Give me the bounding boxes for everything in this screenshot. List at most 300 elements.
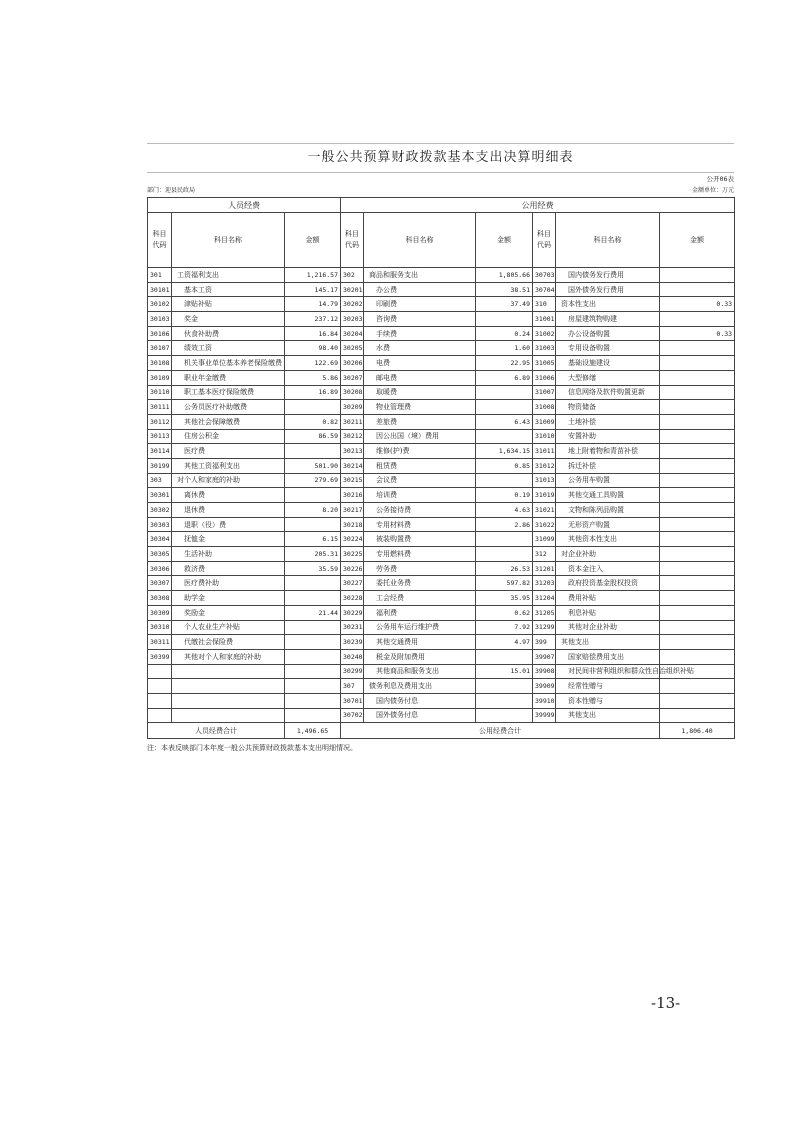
cell-code: 39908 xyxy=(533,664,556,679)
cell-name xyxy=(172,679,285,694)
table-row xyxy=(148,444,735,459)
cell-name: 对个人和家庭的补助 xyxy=(172,473,285,488)
cell-name: 信息网络及软件购置更新 xyxy=(556,385,660,400)
cell-code: 31011 xyxy=(533,444,556,459)
cell-code: 31002 xyxy=(533,326,556,341)
cell-code: 30110 xyxy=(148,385,172,400)
cell-code: 30225 xyxy=(341,547,364,562)
cell-amount: 0.62 xyxy=(476,605,533,620)
cell-code: 30299 xyxy=(341,664,364,679)
cell-amount: 86.59 xyxy=(285,429,341,444)
header-name-2: 科目名称 xyxy=(364,213,476,268)
cell-code: 30224 xyxy=(341,532,364,547)
cell-name: 大型修缮 xyxy=(556,370,660,385)
cell-code: 30208 xyxy=(341,385,364,400)
cell-name: 奖励金 xyxy=(172,605,285,620)
cell-amount xyxy=(660,561,735,576)
cell-amount: 15.01 xyxy=(476,664,533,679)
table-code: 公开06表 xyxy=(706,175,734,183)
table-note: 注：本表反映部门本年度一般公共预算财政拨款基本支出明细情况。 xyxy=(147,744,357,753)
cell-name: 福利费 xyxy=(364,605,476,620)
cell-amount xyxy=(285,620,341,635)
cell-amount: 21.44 xyxy=(285,605,341,620)
cell-amount: 0.24 xyxy=(476,326,533,341)
header-code-3: 科目代码 xyxy=(533,213,556,268)
page-number: -13- xyxy=(651,994,681,1012)
cell-name: 机关事业单位基本养老保险缴费 xyxy=(172,356,285,371)
cell-amount xyxy=(660,473,735,488)
cell-code: 30202 xyxy=(341,297,364,312)
cell-code: 30227 xyxy=(341,576,364,591)
cell-code: 30201 xyxy=(341,282,364,297)
cell-amount: 0.33 xyxy=(660,297,735,312)
cell-code: 30310 xyxy=(148,620,172,635)
cell-code: 30229 xyxy=(341,605,364,620)
cell-code: 30226 xyxy=(341,561,364,576)
table-row xyxy=(148,297,735,312)
cell-code: 30218 xyxy=(341,517,364,532)
table-row xyxy=(148,532,735,547)
cell-name: 其他工资福利支出 xyxy=(172,458,285,473)
cell-amount: 26.53 xyxy=(476,561,533,576)
cell-amount xyxy=(660,414,735,429)
cell-amount: 35.95 xyxy=(476,591,533,606)
cell-code: 31299 xyxy=(533,620,556,635)
cell-code: 30109 xyxy=(148,370,172,385)
cell-code: 31201 xyxy=(533,561,556,576)
cell-name: 其他支出 xyxy=(556,708,660,723)
cell-amount xyxy=(660,488,735,503)
cell-amount xyxy=(476,679,533,694)
cell-code: 31022 xyxy=(533,517,556,532)
cell-amount xyxy=(285,444,341,459)
cell-name: 个人农业生产补贴 xyxy=(172,620,285,635)
cell-name: 救济费 xyxy=(172,561,285,576)
cell-amount: 205.31 xyxy=(285,547,341,562)
cell-code: 30301 xyxy=(148,488,172,503)
cell-code: 30214 xyxy=(341,458,364,473)
cell-amount: 501.90 xyxy=(285,458,341,473)
table-row xyxy=(148,385,735,400)
cell-name: 商品和服务支出 xyxy=(364,268,476,283)
cell-code: 30114 xyxy=(148,444,172,459)
cell-code: 30213 xyxy=(341,444,364,459)
cell-name: 职业年金缴费 xyxy=(172,370,285,385)
cell-amount: 0.33 xyxy=(660,326,735,341)
cell-name: 会议费 xyxy=(364,473,476,488)
cell-code: 31006 xyxy=(533,370,556,385)
cell-name: 政府投资基金股权投资 xyxy=(556,576,660,591)
cell-amount xyxy=(660,356,735,371)
cell-amount xyxy=(660,268,735,283)
cell-name: 对企业补助 xyxy=(556,547,660,562)
table-row xyxy=(148,503,735,518)
cell-name: 文物和陈列品购置 xyxy=(556,503,660,518)
table-body xyxy=(148,268,735,723)
cell-name: 因公出国（境）费用 xyxy=(364,429,476,444)
cell-amount xyxy=(476,649,533,664)
table-row xyxy=(148,693,735,708)
cell-amount: 22.95 xyxy=(476,356,533,371)
public-total-value: 1,806.40 xyxy=(660,723,735,739)
cell-amount xyxy=(285,488,341,503)
section-personnel: 人员经费 xyxy=(148,198,341,213)
cell-name: 地上附着物和青苗补偿 xyxy=(556,444,660,459)
cell-amount xyxy=(660,400,735,415)
table-row xyxy=(148,282,735,297)
cell-name: 基础设施建设 xyxy=(556,356,660,371)
cell-name: 委托业务费 xyxy=(364,576,476,591)
cell-amount: 38.51 xyxy=(476,282,533,297)
cell-code: 30101 xyxy=(148,282,172,297)
cell-amount: 6.89 xyxy=(476,370,533,385)
cell-name: 退休费 xyxy=(172,503,285,518)
report-title: 一般公共预算财政拨款基本支出决算明细表 xyxy=(147,143,734,172)
cell-name: 房屋建筑物购建 xyxy=(556,312,660,327)
table-row xyxy=(148,664,735,679)
cell-code: 30303 xyxy=(148,517,172,532)
report-sheet xyxy=(147,143,734,753)
cell-code: 30103 xyxy=(148,312,172,327)
cell-amount: 1.60 xyxy=(476,341,533,356)
cell-code: 30217 xyxy=(341,503,364,518)
table-row xyxy=(148,576,735,591)
cell-code: 30108 xyxy=(148,356,172,371)
cell-name: 公务用车购置 xyxy=(556,473,660,488)
cell-amount: 14.79 xyxy=(285,297,341,312)
cell-code: 312 xyxy=(533,547,556,562)
table-row xyxy=(148,400,735,415)
table-row xyxy=(148,708,735,723)
cell-name: 债务利息及费用支出 xyxy=(364,679,476,694)
cell-amount xyxy=(660,458,735,473)
cell-amount xyxy=(285,635,341,650)
table-row xyxy=(148,414,735,429)
cell-name: 伙食补助费 xyxy=(172,326,285,341)
cell-code: 30209 xyxy=(341,400,364,415)
header-amount-1: 金额 xyxy=(285,213,341,268)
table-row xyxy=(148,268,735,283)
cell-code xyxy=(148,708,172,723)
cell-name: 公务用车运行维护费 xyxy=(364,620,476,635)
cell-name: 邮电费 xyxy=(364,370,476,385)
cell-name: 其他社会保障缴费 xyxy=(172,414,285,429)
cell-name: 助学金 xyxy=(172,591,285,606)
table-row xyxy=(148,473,735,488)
cell-code: 30204 xyxy=(341,326,364,341)
cell-name: 生活补助 xyxy=(172,547,285,562)
cell-code: 301 xyxy=(148,268,172,283)
expenditure-table xyxy=(147,197,735,739)
cell-amount xyxy=(285,679,341,694)
cell-amount: 98.40 xyxy=(285,341,341,356)
cell-amount xyxy=(285,400,341,415)
cell-name: 国家赔偿费用支出 xyxy=(556,649,660,664)
cell-name: 对民间非营利组织和群众性自治组织补贴 xyxy=(556,664,660,679)
cell-amount xyxy=(660,649,735,664)
cell-code xyxy=(148,664,172,679)
cell-amount: 4.63 xyxy=(476,503,533,518)
cell-code: 30207 xyxy=(341,370,364,385)
cell-name: 资本性赠与 xyxy=(556,693,660,708)
cell-code: 303 xyxy=(148,473,172,488)
cell-code xyxy=(148,679,172,694)
table-row xyxy=(148,370,735,385)
table-row xyxy=(148,679,735,694)
cell-code: 30703 xyxy=(533,268,556,283)
cell-code: 30311 xyxy=(148,635,172,650)
cell-name: 公务员医疗补助缴费 xyxy=(172,400,285,415)
personnel-total-label: 人员经费合计 xyxy=(148,723,285,739)
cell-name: 工会经费 xyxy=(364,591,476,606)
cell-code: 31019 xyxy=(533,488,556,503)
cell-amount xyxy=(285,576,341,591)
cell-name: 国外债务发行费用 xyxy=(556,282,660,297)
cell-name: 奖金 xyxy=(172,312,285,327)
cell-amount xyxy=(285,693,341,708)
cell-code: 30102 xyxy=(148,297,172,312)
cell-code: 30199 xyxy=(148,458,172,473)
cell-name: 其他对企业补助 xyxy=(556,620,660,635)
cell-code: 30228 xyxy=(341,591,364,606)
cell-amount xyxy=(660,312,735,327)
cell-code: 30305 xyxy=(148,547,172,562)
cell-amount: 4.97 xyxy=(476,635,533,650)
cell-amount: 1,216.57 xyxy=(285,268,341,283)
table-row xyxy=(148,429,735,444)
table-row xyxy=(148,635,735,650)
cell-amount: 37.49 xyxy=(476,297,533,312)
cell-name xyxy=(172,693,285,708)
cell-amount xyxy=(660,385,735,400)
cell-amount xyxy=(476,385,533,400)
cell-amount xyxy=(660,576,735,591)
cell-name: 租赁费 xyxy=(364,458,476,473)
cell-amount xyxy=(660,693,735,708)
cell-code: 30399 xyxy=(148,649,172,664)
cell-code: 31099 xyxy=(533,532,556,547)
cell-amount: 35.59 xyxy=(285,561,341,576)
table-row xyxy=(148,591,735,606)
cell-name xyxy=(172,664,285,679)
cell-amount xyxy=(476,708,533,723)
cell-code: 30215 xyxy=(341,473,364,488)
cell-name: 取暖费 xyxy=(364,385,476,400)
cell-name: 土地补偿 xyxy=(556,414,660,429)
cell-name: 专用设备购置 xyxy=(556,341,660,356)
cell-name: 医疗费补助 xyxy=(172,576,285,591)
cell-code: 30302 xyxy=(148,503,172,518)
cell-code: 302 xyxy=(341,268,364,283)
cell-code: 30216 xyxy=(341,488,364,503)
cell-name: 其他商品和服务支出 xyxy=(364,664,476,679)
cell-amount xyxy=(660,444,735,459)
cell-code: 39910 xyxy=(533,693,556,708)
cell-name: 资本金注入 xyxy=(556,561,660,576)
table-row xyxy=(148,312,735,327)
cell-name: 税金及附加费用 xyxy=(364,649,476,664)
cell-name: 公务接待费 xyxy=(364,503,476,518)
cell-name: 其他交通费用 xyxy=(364,635,476,650)
cell-name: 职工基本医疗保险缴费 xyxy=(172,385,285,400)
cell-name: 抚恤金 xyxy=(172,532,285,547)
cell-name: 劳务费 xyxy=(364,561,476,576)
cell-name: 住房公积金 xyxy=(172,429,285,444)
cell-amount: 7.92 xyxy=(476,620,533,635)
cell-name xyxy=(172,708,285,723)
cell-name: 离休费 xyxy=(172,488,285,503)
cell-name: 其他对个人和家庭的补助 xyxy=(172,649,285,664)
table-row xyxy=(148,620,735,635)
cell-amount: 8.20 xyxy=(285,503,341,518)
cell-name: 资本性支出 xyxy=(556,297,660,312)
cell-amount xyxy=(660,370,735,385)
cell-name: 被装购置费 xyxy=(364,532,476,547)
cell-name: 手续费 xyxy=(364,326,476,341)
cell-code: 30307 xyxy=(148,576,172,591)
cell-code: 39999 xyxy=(533,708,556,723)
cell-amount xyxy=(660,517,735,532)
cell-amount xyxy=(660,282,735,297)
header-name-1: 科目名称 xyxy=(172,213,285,268)
table-row xyxy=(148,341,735,356)
cell-code: 30702 xyxy=(341,708,364,723)
cell-name: 费用补贴 xyxy=(556,591,660,606)
cell-amount xyxy=(285,708,341,723)
cell-code: 31008 xyxy=(533,400,556,415)
cell-name: 国内债务发行费用 xyxy=(556,268,660,283)
cell-code: 30205 xyxy=(341,341,364,356)
cell-amount xyxy=(660,547,735,562)
table-row xyxy=(148,547,735,562)
cell-code: 30239 xyxy=(341,635,364,650)
cell-name: 维修(护)费 xyxy=(364,444,476,459)
cell-amount xyxy=(660,532,735,547)
cell-code: 30111 xyxy=(148,400,172,415)
cell-name: 拆迁补偿 xyxy=(556,458,660,473)
cell-code: 30309 xyxy=(148,605,172,620)
personnel-total-value: 1,496.65 xyxy=(285,723,341,739)
cell-name: 医疗费 xyxy=(172,444,285,459)
cell-name: 差旅费 xyxy=(364,414,476,429)
cell-name: 其他支出 xyxy=(556,635,660,650)
cell-code: 399 xyxy=(533,635,556,650)
cell-amount xyxy=(476,429,533,444)
cell-name: 绩效工资 xyxy=(172,341,285,356)
cell-amount: 0.82 xyxy=(285,414,341,429)
cell-code: 30106 xyxy=(148,326,172,341)
cell-code: 31021 xyxy=(533,503,556,518)
cell-amount xyxy=(476,532,533,547)
cell-amount xyxy=(660,605,735,620)
cell-code: 31010 xyxy=(533,429,556,444)
cell-code: 31001 xyxy=(533,312,556,327)
cell-name: 退职（役）费 xyxy=(172,517,285,532)
cell-code: 31007 xyxy=(533,385,556,400)
header-amount-3: 金额 xyxy=(660,213,735,268)
header-amount-2: 金额 xyxy=(476,213,533,268)
cell-name: 物资储备 xyxy=(556,400,660,415)
cell-name: 工资福利支出 xyxy=(172,268,285,283)
cell-amount: 122.69 xyxy=(285,356,341,371)
cell-name: 咨询费 xyxy=(364,312,476,327)
table-row xyxy=(148,649,735,664)
cell-name: 国外债务付息 xyxy=(364,708,476,723)
cell-amount: 279.69 xyxy=(285,473,341,488)
cell-amount: 5.86 xyxy=(285,370,341,385)
cell-amount xyxy=(285,591,341,606)
cell-amount xyxy=(660,429,735,444)
table-row xyxy=(148,561,735,576)
cell-code: 30203 xyxy=(341,312,364,327)
cell-name: 物业管理费 xyxy=(364,400,476,415)
cell-code: 30240 xyxy=(341,649,364,664)
table-row xyxy=(148,356,735,371)
cell-code: 30113 xyxy=(148,429,172,444)
cell-amount xyxy=(476,473,533,488)
cell-name: 办公费 xyxy=(364,282,476,297)
cell-name: 水费 xyxy=(364,341,476,356)
cell-amount xyxy=(476,400,533,415)
cell-code: 31203 xyxy=(533,576,556,591)
cell-name: 无形资产购置 xyxy=(556,517,660,532)
cell-code: 310 xyxy=(533,297,556,312)
cell-code: 30701 xyxy=(341,693,364,708)
header-code-2: 科目代码 xyxy=(341,213,364,268)
cell-code: 31204 xyxy=(533,591,556,606)
cell-name: 办公设备购置 xyxy=(556,326,660,341)
cell-code: 31009 xyxy=(533,414,556,429)
cell-code: 31003 xyxy=(533,341,556,356)
cell-name: 基本工资 xyxy=(172,282,285,297)
cell-amount xyxy=(660,591,735,606)
cell-code: 30231 xyxy=(341,620,364,635)
cell-code: 31005 xyxy=(533,356,556,371)
cell-amount: 16.89 xyxy=(285,385,341,400)
cell-name: 国内债务付息 xyxy=(364,693,476,708)
cell-name: 专用燃料费 xyxy=(364,547,476,562)
cell-code: 39909 xyxy=(533,679,556,694)
cell-amount xyxy=(285,649,341,664)
cell-amount: 597.82 xyxy=(476,576,533,591)
cell-amount xyxy=(660,635,735,650)
cell-name: 其他交通工具购置 xyxy=(556,488,660,503)
cell-code: 307 xyxy=(341,679,364,694)
cell-name: 代缴社会保险费 xyxy=(172,635,285,650)
cell-code: 30107 xyxy=(148,341,172,356)
cell-code: 30112 xyxy=(148,414,172,429)
cell-amount: 1,805.66 xyxy=(476,268,533,283)
cell-amount: 6.15 xyxy=(285,532,341,547)
cell-amount: 2.86 xyxy=(476,517,533,532)
department-label: 部门：迎县民政局 xyxy=(147,187,196,194)
cell-amount xyxy=(660,341,735,356)
cell-amount xyxy=(660,620,735,635)
cell-amount xyxy=(285,664,341,679)
table-row xyxy=(148,488,735,503)
cell-name: 培训费 xyxy=(364,488,476,503)
cell-code: 30306 xyxy=(148,561,172,576)
cell-code: 30704 xyxy=(533,282,556,297)
cell-amount: 0.19 xyxy=(476,488,533,503)
cell-name: 安置补助 xyxy=(556,429,660,444)
cell-code: 31013 xyxy=(533,473,556,488)
cell-code xyxy=(148,693,172,708)
header-name-3: 科目名称 xyxy=(556,213,660,268)
header-code-1: 科目代码 xyxy=(148,213,172,268)
cell-code: 39907 xyxy=(533,649,556,664)
cell-code: 30206 xyxy=(341,356,364,371)
